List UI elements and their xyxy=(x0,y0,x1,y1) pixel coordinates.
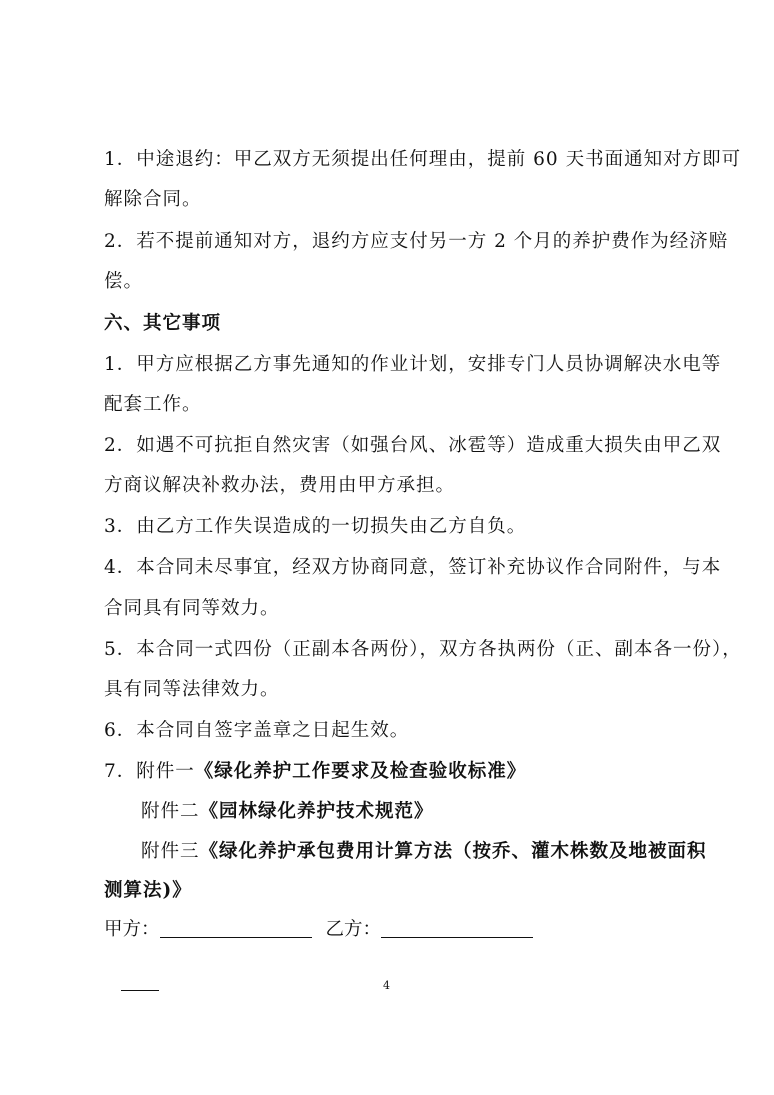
attachment-2 xyxy=(141,799,434,825)
signature-row xyxy=(104,917,533,943)
clause-other-4-line1: 4．本合同未尽事宜，经双方协商同意，签订补充协议作合同附件，与本 xyxy=(104,557,722,578)
clause-other-5-line2: 具有同等法律效力。 xyxy=(104,679,280,700)
party-b-signature-blank xyxy=(381,917,533,938)
attachment-3-prefix: 附件三 xyxy=(141,841,200,862)
clause-other-1-line1: 1．甲方应根据乙方事先通知的作业计划，安排专门人员协调解决水电等 xyxy=(104,354,722,375)
clause-other-2-line1: 2．如遇不可抗拒自然灾害（如强台风、冰雹等）造成重大损失由甲乙双 xyxy=(104,435,722,456)
attachment-3-title-part1: 《绿化养护承包费用计算方法（按乔、灌木株数及地被面积 xyxy=(199,841,707,862)
clause-termination-1-line2: 解除合同。 xyxy=(104,189,202,210)
party-b-label: 乙方： xyxy=(325,919,382,940)
clause-other-4-line2: 合同具有同等效力。 xyxy=(104,598,280,619)
clause-other-6: 6．本合同自签字盖章之日起生效。 xyxy=(104,720,410,741)
clause-termination-2-line1: 2．若不提前通知对方，退约方应支付另一方 2 个月的养护费作为经济赔 xyxy=(104,231,729,252)
attachment-3-line1 xyxy=(141,839,707,865)
clause-termination-2-line2: 偿。 xyxy=(104,271,144,292)
party-a-signature-blank xyxy=(160,917,312,938)
attachment-1 xyxy=(104,759,526,785)
clause-other-1-line2: 配套工作。 xyxy=(104,394,202,415)
clause-termination-1-line1: 1．中途退约：甲乙双方无须提出任何理由，提前 60 天书面通知对方即可 xyxy=(104,149,742,170)
footer-rule xyxy=(121,990,159,991)
clause-other-3: 3．由乙方工作失误造成的一切损失由乙方自负。 xyxy=(104,516,527,537)
page-number: 4 xyxy=(383,979,390,992)
attachment-3-line2: 测算法)》 xyxy=(104,880,192,901)
attachment-1-title: 《绿化养护工作要求及检查验收标准》 xyxy=(194,761,527,782)
clause-other-2-line2: 方商议解决补救办法，费用由甲方承担。 xyxy=(104,475,456,496)
section-heading-other-matters: 六、其它事项 xyxy=(104,313,222,334)
attachment-2-prefix: 附件二 xyxy=(141,801,200,822)
clause-other-5-line1: 5．本合同一式四份（正副本各两份），双方各执两份（正、副本各一份）， xyxy=(104,639,742,660)
party-a-label: 甲方： xyxy=(104,919,160,940)
attachment-2-title: 《园林绿化养护技术规范》 xyxy=(199,801,434,822)
attachment-1-prefix: 7．附件一 xyxy=(104,761,195,782)
